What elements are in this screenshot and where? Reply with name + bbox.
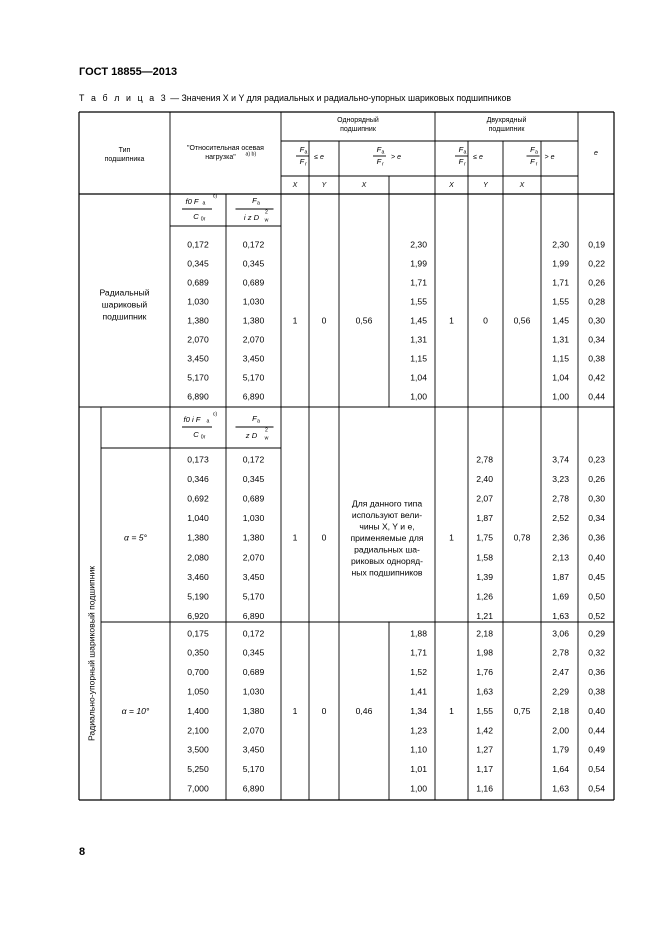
cell-a5-b: 6,890 [242,611,265,622]
document-header: ГОСТ 18855—2013 [79,66,178,78]
header-double-row: Двухрядный [486,116,527,124]
cell-a10-a: 3,500 [187,744,209,755]
cell-a5-y4: 2,36 [552,532,569,543]
cell-a5-a: 2,080 [187,552,209,563]
cell-a5-b: 0,345 [242,473,265,484]
cell-a10-b: 0,345 [242,647,265,658]
cell-a10-y4: 1,63 [552,783,569,794]
formula-angular-a-num: f0 i F [183,415,201,424]
a10-X2: 0,46 [355,705,373,716]
cell-a5-b: 3,450 [242,571,265,582]
radial-X4: 0,56 [513,315,531,326]
cell-a5-a: 3,460 [187,571,209,582]
cell-a5-e: 0,40 [588,552,605,563]
cell-radial-e: 0,28 [588,296,605,307]
cell-radial-b: 6,890 [242,391,265,402]
cell-a10-a: 0,350 [187,647,209,658]
cell-a5-b: 0,172 [242,454,265,465]
cell-radial-y2: 1,31 [410,334,427,345]
cell-a10-a: 0,175 [187,628,209,639]
cell-a10-b: 1,030 [242,686,265,697]
cell-radial-b: 0,172 [242,239,265,250]
cell-a5-e: 0,50 [588,591,605,602]
cell-a10-y3: 1,16 [476,783,493,794]
cell-a5-y3: 2,78 [476,454,493,465]
cell-radial-e: 0,38 [588,353,605,364]
header-relative-load: "Относительная осевая [187,144,264,152]
cell-a10-b: 6,890 [242,783,265,794]
cond-single-le-num: F [299,145,305,154]
cell-a5-e: 0,36 [588,532,605,543]
formula-angular-a-fn: c) [212,411,218,418]
cell-a10-y3: 1,42 [476,725,493,736]
cell-a10-y2: 1,41 [410,686,427,697]
cond-single-gt-den-sub: r [382,161,384,168]
cell-a5-e: 0,45 [588,571,605,582]
cell-a5-y3: 1,87 [476,513,493,524]
header-relative-load: нагрузка" [205,153,236,161]
cell-a10-e: 0,29 [588,628,605,639]
cell-radial-y2: 1,71 [410,277,427,288]
cell-a5-y3: 2,40 [476,473,493,484]
cell-a5-a: 0,173 [187,454,209,465]
cell-radial-b: 1,030 [242,296,265,307]
cell-a10-y3: 1,27 [476,744,493,755]
alpha5-note-line: Для данного типа [351,498,423,509]
header-bearing-type: подшипника [104,155,145,163]
cell-radial-a: 0,689 [187,277,209,288]
formula-radial-b-den: i z D [243,213,260,222]
cond-double-le-num: F [458,145,464,154]
cell-radial-y4: 1,00 [552,391,569,402]
formula-radial-a-num: f0 F [185,197,199,206]
cell-a5-b: 5,170 [242,591,265,602]
formula-angular-b-den: z D [245,431,258,440]
formula-angular-a-num-sub: a [206,418,210,425]
cell-a10-y2: 1,23 [410,725,427,736]
alpha5-label: α = 5° [124,532,147,543]
cell-radial-y4: 1,15 [552,353,569,364]
cond-single-le-cond: ≤ e [314,153,324,161]
header-relative-load-sup: а) b) [245,151,257,158]
alpha5-note-line: чины X, Y и e, [359,521,415,532]
cond-double-gt-num: F [530,145,535,154]
cell-a10-y4: 2,47 [552,667,569,678]
cell-radial-a: 1,380 [187,315,209,326]
a10-X1: 1 [292,705,298,716]
cell-a5-a: 1,380 [187,532,209,543]
cell-a10-y3: 1,63 [476,686,493,697]
sub-X: X [519,181,525,189]
header-e: e [594,149,598,157]
cell-radial-y2: 1,45 [410,315,427,326]
radial-X1: 1 [292,315,298,326]
cond-double-gt-den-sub: r [535,161,538,168]
formula-radial-a-fn: c) [212,193,218,200]
cell-a10-y4: 1,79 [552,744,569,755]
cell-a10-y2: 1,52 [410,667,427,678]
cell-a10-y2: 1,88 [410,628,427,639]
radial-label: шариковый [101,299,148,310]
cell-a5-e: 0,30 [588,493,605,504]
cell-radial-a: 0,172 [187,239,209,250]
table-grid [79,112,614,800]
formula-radial-b-num-sub: a [257,200,260,207]
formula-radial-a-den-sub: 0r [200,216,206,223]
formula-angular-b-den-sub: w [264,435,269,442]
cell-a10-y4: 3,06 [552,628,569,639]
cell-radial-e: 0,42 [588,372,605,383]
cell-a10-y4: 2,18 [552,705,569,716]
cell-a10-e: 0,49 [588,744,605,755]
cell-radial-b: 0,689 [242,277,265,288]
cell-a10-y3: 1,55 [476,705,493,716]
cell-a5-y4: 3,74 [552,454,569,465]
sub-X: X [361,181,367,189]
cell-a5-y3: 1,21 [476,611,493,622]
cell-a10-a: 5,250 [187,764,209,775]
formula-radial-b-den-sub: w [264,217,269,224]
header-single-row: Однорядный [337,116,379,124]
cell-a10-b: 2,070 [242,725,265,736]
cell-a10-e: 0,44 [588,725,605,736]
cell-a10-b: 1,380 [242,705,265,716]
header-single-row: подшипник [340,125,376,133]
cell-a10-a: 2,100 [187,725,209,736]
cond-single-gt-num: F [376,145,382,154]
cell-radial-y2: 1,55 [410,296,427,307]
formula-angular-a-den: C [193,430,199,439]
cell-a10-e: 0,54 [588,764,605,775]
cell-radial-b: 2,070 [242,334,265,345]
cond-single-gt-cond: > e [391,153,401,161]
angular-label: Радиально-упорный шариковый подшипник [86,565,97,742]
cell-radial-y4: 1,31 [552,334,569,345]
cell-radial-y2: 1,00 [410,391,427,402]
cond-single-le-den: F [299,157,305,166]
cell-a5-y4: 1,87 [552,571,569,582]
cell-a5-a: 5,190 [187,591,209,602]
cell-radial-b: 0,345 [242,258,265,269]
cell-radial-a: 5,170 [187,372,209,383]
cell-a5-y4: 2,52 [552,513,569,524]
cond-double-gt-cond: > e [544,153,555,161]
formula-angular-b-num: F [252,414,257,423]
page-number: 8 [79,846,86,858]
cell-a5-y4: 1,63 [552,611,569,622]
cell-radial-e: 0,30 [588,315,605,326]
cell-a10-e: 0,36 [588,667,605,678]
cond-double-gt-num-sub: a [535,149,538,156]
cell-a10-a: 0,700 [187,667,209,678]
cell-radial-e: 0,34 [588,334,605,345]
cell-radial-a: 2,070 [187,334,209,345]
cell-radial-b: 1,380 [242,315,265,326]
radial-Y3: 0 [483,315,488,326]
cell-radial-y4: 2,30 [552,239,569,250]
sub-X: X [292,181,298,189]
radial-label: подшипник [102,311,147,322]
cell-radial-y4: 1,55 [552,296,569,307]
radial-Y1: 0 [321,315,327,326]
cell-radial-a: 3,450 [187,353,209,364]
cell-radial-e: 0,44 [588,391,605,402]
a5-X1: 1 [292,532,298,543]
radial-X3: 1 [449,315,454,326]
cell-a10-y2: 1,01 [410,764,427,775]
cell-radial-a: 1,030 [187,296,209,307]
cell-a5-y3: 1,39 [476,571,493,582]
cell-a5-e: 0,34 [588,513,605,524]
cell-radial-y2: 1,15 [410,353,427,364]
a5-X3: 1 [449,532,454,543]
cell-a5-e: 0,23 [588,454,605,465]
cell-a10-y2: 1,00 [410,783,427,794]
header-bearing-type: Тип [118,146,131,154]
formula-angular-b-num-sub: a [257,418,260,425]
cell-a10-b: 0,172 [242,628,265,639]
cell-a10-y4: 2,29 [552,686,569,697]
cell-radial-e: 0,19 [588,239,605,250]
cell-radial-e: 0,26 [588,277,605,288]
cell-a10-e: 0,40 [588,705,605,716]
cell-a5-a: 0,346 [187,473,209,484]
cell-radial-b: 5,170 [242,372,265,383]
cond-double-le-den: F [458,157,464,166]
sub-X: X [449,181,454,189]
cell-a5-e: 0,26 [588,473,605,484]
formula-angular-b-den-sup: 2 [265,427,268,434]
header-double-row: подшипник [488,125,525,133]
alpha5-note-line: ных подшипников [351,567,423,578]
alpha5-note-line: применяемые для [350,532,424,543]
cell-a10-e: 0,54 [588,783,605,794]
sub-Y: Y [321,181,327,189]
cond-double-le-num-sub: a [463,149,467,156]
cond-single-le-num-sub: a [304,149,308,156]
cell-a10-e: 0,32 [588,647,605,658]
cell-a10-a: 1,400 [187,705,209,716]
cond-double-le-den-sub: r [464,161,466,168]
cell-radial-e: 0,22 [588,258,605,269]
table-text [86,116,605,794]
cond-double-gt-den: F [530,157,535,166]
cell-radial-y4: 1,45 [552,315,569,326]
cell-a5-b: 1,030 [242,513,265,524]
cell-a5-b: 0,689 [242,493,265,504]
cell-a5-b: 1,380 [242,532,265,543]
cell-a5-e: 0,52 [588,611,605,622]
cell-a5-a: 1,040 [187,513,209,524]
table-caption-label: Т а б л и ц а 3 [79,93,168,103]
radial-label: Радиальный [99,287,150,298]
cell-a5-y4: 3,23 [552,473,569,484]
alpha10-label: α = 10° [121,705,150,716]
alpha5-note-line: риковых одноряд- [351,555,423,566]
cell-a5-a: 6,920 [187,611,209,622]
cell-a5-y3: 1,26 [476,591,493,602]
cell-a5-y3: 2,07 [476,493,493,504]
cell-a10-y3: 1,98 [476,647,493,658]
cell-a10-y2: 1,34 [410,705,427,716]
cell-a5-y4: 1,69 [552,591,569,602]
radial-X2: 0,56 [355,315,373,326]
cell-radial-y2: 1,99 [410,258,427,269]
cell-a5-y3: 1,75 [476,532,493,543]
formula-radial-b-den-sup: 2 [265,209,268,216]
sub-Y: Y [483,181,488,189]
cond-single-gt-num-sub: a [381,149,385,156]
cell-a10-y4: 2,00 [552,725,569,736]
a10-Y1: 0 [321,705,327,716]
cell-a5-y4: 2,13 [552,552,569,563]
cell-a10-e: 0,38 [588,686,605,697]
cell-radial-y4: 1,99 [552,258,569,269]
formula-radial-b-num: F [252,196,257,205]
cell-radial-a: 6,890 [187,391,209,402]
formula-radial-a-num-sub: a [202,200,206,207]
a10-X4: 0,75 [513,705,531,716]
a10-X3: 1 [449,705,454,716]
cell-a5-b: 2,070 [242,552,265,563]
cond-single-gt-den: F [376,157,382,166]
cell-a10-a: 1,050 [187,686,209,697]
cell-a10-y3: 1,17 [476,764,493,775]
cell-a10-y4: 2,78 [552,647,569,658]
cell-radial-y4: 1,71 [552,277,569,288]
cell-radial-b: 3,450 [242,353,265,364]
cell-radial-y2: 2,30 [410,239,427,250]
cond-double-le-cond: ≤ e [473,153,483,161]
cell-a5-y3: 1,58 [476,552,493,563]
cell-a5-a: 0,692 [187,493,209,504]
cell-a10-y4: 1,64 [552,764,569,775]
cell-a10-y3: 1,76 [476,667,493,678]
cell-radial-a: 0,345 [187,258,209,269]
cell-a10-y2: 1,71 [410,647,427,658]
cell-a5-y4: 2,78 [552,493,569,504]
table-caption-text: — Значения X и Y для радиальных и радиально-упорных шариковых подшипников [167,93,512,103]
a5-Y1: 0 [321,532,327,543]
cell-radial-y4: 1,04 [552,372,569,383]
cell-a10-y3: 2,18 [476,628,493,639]
cell-a10-y2: 1,10 [410,744,427,755]
cell-a10-a: 7,000 [187,783,209,794]
cell-a10-b: 5,170 [242,764,265,775]
formula-angular-a-den-sub: 0r [200,434,206,441]
cond-single-le-den-sub: r [305,161,307,168]
alpha5-note-line: используют вели- [351,509,423,520]
a5-X4: 0,78 [513,532,531,543]
formula-radial-a-den: C [193,212,199,221]
cell-a10-b: 3,450 [242,744,265,755]
cell-radial-y2: 1,04 [410,372,427,383]
alpha5-note-line: радиальных ша- [354,544,420,555]
cell-a10-b: 0,689 [242,667,265,678]
